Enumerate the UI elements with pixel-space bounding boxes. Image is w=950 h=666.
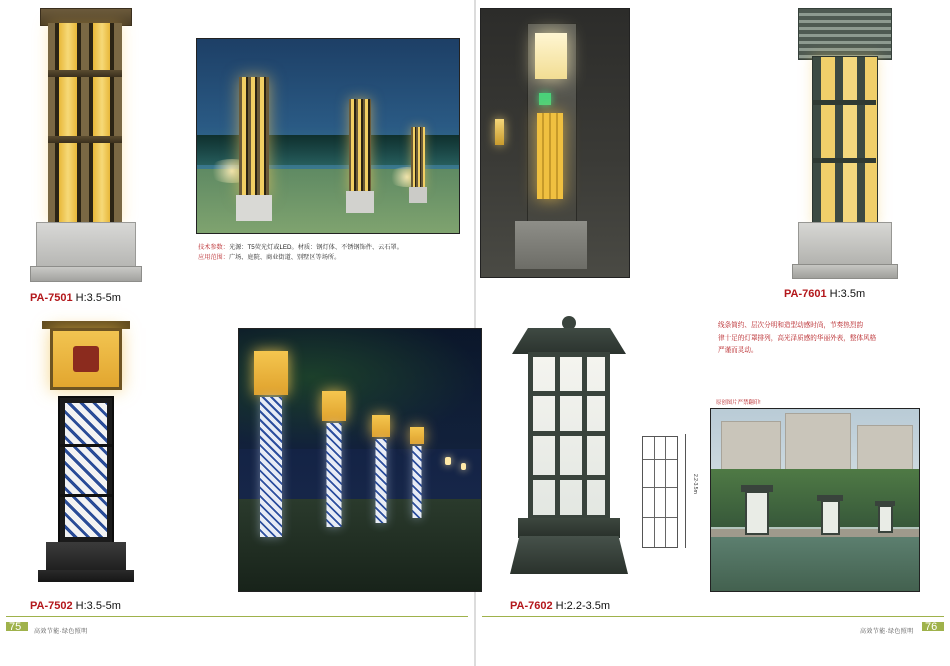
lantern-finial — [562, 316, 576, 330]
spec-block — [198, 243, 460, 263]
product-code: PA-7602 — [510, 600, 553, 612]
photo-lamp-near — [745, 491, 769, 535]
lantern-roof — [512, 328, 626, 354]
technical-drawing-pa-7602 — [636, 430, 698, 558]
photo-column-base — [236, 195, 272, 221]
spec-line-technical — [198, 243, 460, 253]
lantern-base — [510, 536, 628, 574]
product-image-pa-7602 — [506, 310, 632, 590]
photo-column-base — [409, 187, 427, 203]
drawing-transom — [643, 517, 677, 518]
caption-pa-7502 — [30, 600, 121, 612]
column-louver-top — [798, 8, 892, 60]
product-height: H:3.5-5m — [75, 600, 121, 612]
photo-lamp-third — [371, 415, 391, 527]
photo-lamp-near — [253, 351, 289, 537]
drawing-outline — [642, 436, 678, 548]
photo-column-mid — [349, 99, 371, 193]
photo-water — [711, 537, 919, 591]
photo-lamp-stem — [376, 439, 387, 523]
lantern-plinth — [518, 518, 620, 538]
column-band — [48, 136, 122, 143]
photo-column-detail-night — [480, 8, 630, 278]
spec-label-application: 应用范围： — [198, 254, 229, 262]
footer-rule-left — [6, 616, 468, 617]
photo-lamp-fourth — [409, 427, 425, 523]
column-base — [36, 222, 136, 272]
photo-lamp-stem — [413, 446, 422, 518]
spec-text-application: 广场、庭院、商业街道、别墅区等场所。 — [228, 254, 341, 262]
photo-lamp-head — [410, 427, 424, 444]
column-base-footing — [30, 266, 142, 282]
photo-night-plaza-columns — [196, 38, 460, 234]
photo-lamp-head — [372, 415, 390, 437]
photo-lamp-second — [321, 391, 347, 531]
photo-side-lamp — [495, 119, 504, 145]
column-body — [48, 23, 122, 223]
column-shaft — [58, 396, 114, 544]
spec-text-technical: 光源：T5荧光灯或LED。材质：钢灯体、不锈钢饰件、云石罩。 — [228, 244, 403, 251]
product-image-pa-7501 — [30, 8, 140, 283]
page-number-left: 75 — [9, 621, 22, 633]
column-divider — [60, 444, 112, 447]
cage-mullion — [555, 357, 560, 515]
column-base — [46, 542, 126, 572]
photo-column-near — [239, 77, 269, 197]
column-base-footing — [792, 264, 898, 279]
photo-riverside-installation — [710, 408, 920, 592]
spec-label-technical: 技术参数： — [198, 244, 229, 251]
column-rail — [812, 100, 876, 105]
spec-line-application — [198, 253, 460, 263]
drawing-transom — [643, 459, 677, 460]
photo-lamp-head — [322, 391, 346, 421]
photo-lower-light-panel — [537, 113, 563, 199]
photo-night-street-row — [238, 328, 482, 592]
photo-green-accent-light — [539, 93, 551, 105]
column-rail — [812, 158, 876, 163]
copyright-note: 原创图片严禁翻印! — [716, 400, 761, 406]
photo-column-base — [515, 221, 587, 269]
marketing-blurb — [718, 320, 918, 358]
photo-upper-light-panel — [535, 33, 567, 79]
footer-rule-right — [482, 616, 944, 617]
product-height: H:3.5m — [829, 288, 866, 300]
column-base — [798, 222, 892, 268]
column-base-footing — [38, 570, 134, 582]
cage-mullion — [582, 357, 587, 515]
blurb-line-1: 线条简约、层次分明和造型动感时尚，节奏热烈韵 — [718, 322, 864, 329]
column-band — [48, 70, 122, 77]
drawing-dimension-label: 2.2-3.5m — [692, 474, 698, 494]
product-image-pa-7502 — [34, 328, 138, 590]
drawing-mullion — [665, 437, 666, 547]
cage-transom — [533, 431, 605, 436]
caption-pa-7601 — [784, 288, 865, 300]
photo-column-base — [346, 191, 374, 213]
footer-text-left: 高效节能·绿色照明 — [34, 629, 88, 635]
footer-text-right: 高效节能·绿色照明 — [860, 629, 914, 635]
column-pattern-panel — [65, 403, 107, 537]
drawing-dimension-line — [685, 434, 686, 548]
page-number-right: 76 — [925, 621, 938, 633]
blurb-line-2: 律十足的灯罩排列，高光泽质感的华丽外表，整体风格 — [718, 334, 877, 342]
caption-pa-7602 — [510, 600, 610, 612]
photo-lamp-stem — [327, 423, 342, 527]
product-code: PA-7601 — [784, 288, 827, 300]
product-height: H:2.2-3.5m — [555, 600, 611, 612]
drawing-transom — [643, 487, 677, 488]
lantern-cage — [528, 352, 610, 520]
product-code: PA-7501 — [30, 292, 73, 304]
photo-lamp-mid — [821, 500, 840, 535]
caption-pa-7501 — [30, 292, 121, 304]
cage-transom — [533, 391, 605, 396]
lantern-motif — [73, 346, 99, 372]
drawing-mullion — [654, 437, 655, 547]
photo-distant-light — [445, 457, 451, 465]
column-body — [812, 56, 878, 226]
lantern-head — [50, 328, 122, 390]
product-code: PA-7502 — [30, 600, 73, 612]
blurb-line-3: 严谨而灵动。 — [718, 347, 758, 355]
photo-lamp-far — [878, 505, 893, 533]
photo-lamp-stem — [260, 397, 282, 537]
cage-transom — [533, 475, 605, 480]
photo-distant-light — [461, 463, 466, 470]
product-height: H:3.5-5m — [75, 292, 121, 304]
photo-column-far — [411, 127, 425, 189]
product-image-pa-7601 — [790, 8, 900, 286]
photo-lamp-head — [254, 351, 288, 395]
column-divider — [60, 494, 112, 497]
